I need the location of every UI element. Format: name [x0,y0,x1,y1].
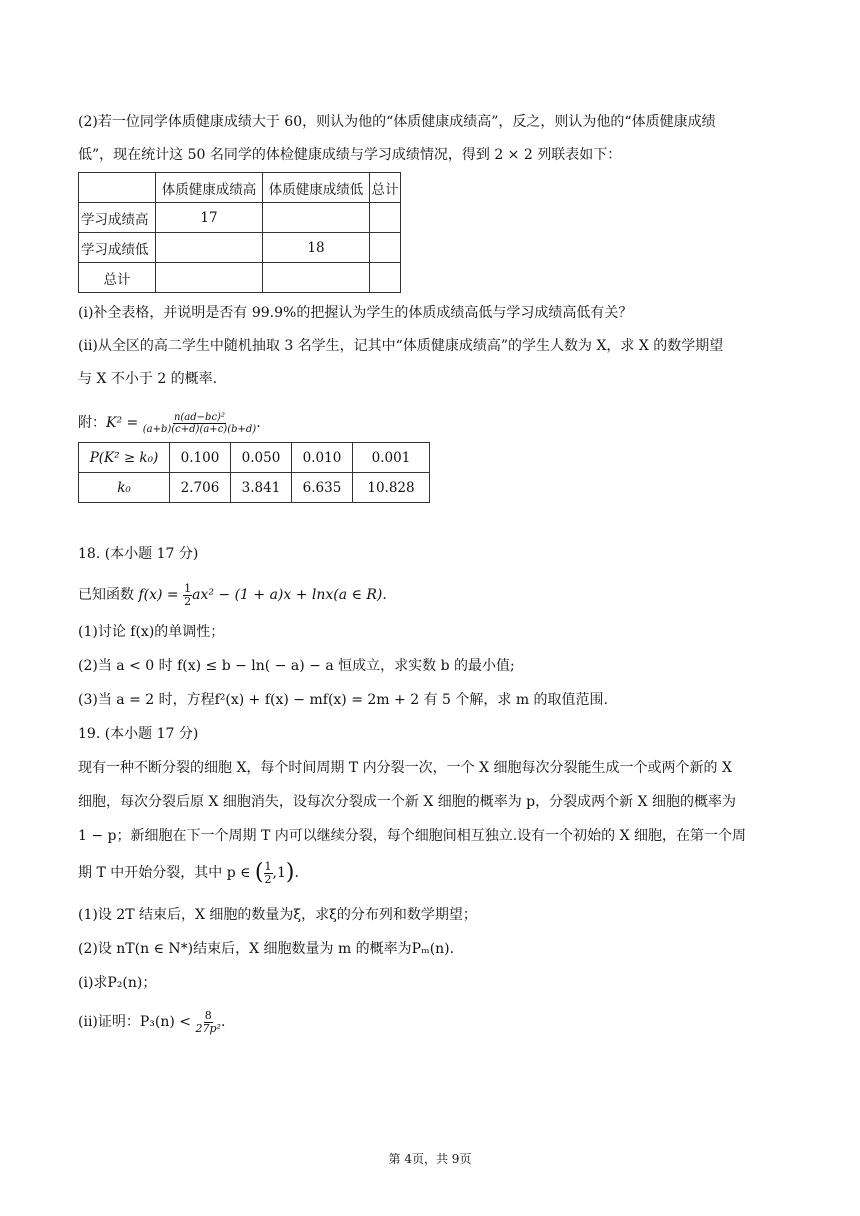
contingency-table [78,172,401,293]
table-cell [156,263,263,293]
q19-part-ii-a: (ii)证明：P₃(n) < [78,1014,192,1030]
q17-part2-line2 [78,145,778,165]
q18-stem-b: f(x) = [138,587,179,603]
page-footer: 第 4页，共 9页 [388,1152,472,1166]
q17-part2-line2-b: 列联表如下： [537,147,622,163]
table-cell: 10.828 [353,473,430,503]
table-row [79,203,401,233]
q19-line4: 期 T 中开始分裂，其中 p ∈ ( $\frac{1}{2}$ ,1). [78,859,299,886]
appendix-formula: 附：K² = $\frac{\text{n(ad−bc)²}}{(a+b)(c+d)(a+c)(b+d)}$ . [78,411,261,435]
q19-line1: 现有一种不断分裂的细胞 X，每个时间周期 T 内分裂一次，一个 X 细胞每次分裂能生成一个或两个新的 X [78,760,732,776]
q19-part2: (2)设 nT(n ∈ N*)结束后，X 细胞数量为 m 的概率为Pₘ(n). [78,941,455,957]
table-row-label: k₀ [79,473,170,503]
table-cell [370,263,401,293]
formula-lhs: K² = [106,415,139,431]
half-fraction: $\frac{1}{2}$ [264,859,272,886]
q17-sub-ii-line2: 与 X 不小于 2 的概率. [78,371,218,387]
q19-line2: 细胞，每次分裂后原 X 细胞消失，设每次分裂成一个新 X 细胞的概率为 p，分裂成两个新 X 细胞的概率为 [78,794,737,810]
table-cell [263,203,370,233]
formula-fraction [143,412,256,435]
q17-part2-line1: (2)若一位同学体质健康成绩大于 60，则认为他的“体质健康成绩高”，反之，则认为他的“体质健康成绩 [78,114,716,130]
table-row [79,263,401,293]
table-cell: 18 [263,233,370,263]
q19-part-ii: (ii)证明：P₃(n) < $\frac{8}{\text{27p²}}$ . [78,1008,226,1035]
table-cell: 2.706 [170,473,231,503]
q18-stem-a: 已知函数 [78,587,134,603]
q17-sub-ii-line1: (ⅱ)从全区的高二学生中随机抽取 3 名学生，记其中“体质健康成绩高”的学生人数为 X，求 X 的数学期望 [78,338,724,354]
table-cell: 0.010 [292,443,353,473]
table-cell: 3.841 [231,473,292,503]
table-row [79,443,430,473]
q18-part2: (2)当 a < 0 时 f(x) ≤ b − ln( − a) − a 恒成立，求实数 b 的最小值; [78,658,515,674]
q19-line4-a: 期 T 中开始分裂，其中 p ∈ [78,865,251,881]
q17-part2-line2-math: 2 × 2 [494,147,533,163]
table-cell: 总计 [79,263,156,293]
bound-fraction [196,1010,221,1035]
q19-part1: (1)设 2T 结束后，X 细胞的数量为ξ，求ξ的分布列和数学期望； [78,907,477,923]
table-header-cell: 体质健康成绩低 [263,173,370,203]
critical-value-table [78,442,430,503]
table-cell: 6.635 [292,473,353,503]
table-header-cell: 总计 [370,173,401,203]
q18-part3: (3)当 a = 2 时，方程f²(x) + f(x) − mf(x) = 2m + 2 有 5 个解，求 m 的取值范围. [78,692,609,708]
table-cell [370,203,401,233]
table-cell: 学习成绩高 [79,203,156,233]
table-header-cell: 体质健康成绩高 [156,173,263,203]
q18-stem-c: ax² − (1 + a)x + lnx(a ∈ R). [192,587,387,603]
table-row [79,473,430,503]
appendix-label: 附： [78,415,106,431]
q19-part-i: (i)求P₂(n)； [78,975,157,991]
table-cell [156,233,263,263]
formula-denominator: (a+b)(c+d)(a+c)(b+d) [142,423,257,435]
table-cell: 17 [156,203,263,233]
q17-part2-line2-a: 低”，现在统计这 50 名同学的体检健康成绩与学习成绩情况，得到 [78,147,490,163]
table-header-row [79,173,401,203]
table-cell: 学习成绩低 [79,233,156,263]
bound-denominator: 27p² [195,1021,221,1035]
q18-title: 18. (本小题 17 分) [78,546,199,562]
formula-numerator: n(ad−bc)² [173,411,225,423]
q19-title: 19. (本小题 17 分) [78,726,199,742]
q19-line3: 1 − p；新细胞在下一个周期 T 内可以继续分裂，每个细胞间相互独立.设有一个初始的 X 细胞，在第一个周 [78,828,747,844]
table-cell: 0.050 [231,443,292,473]
interval-end: 1 [276,865,286,881]
table-row [79,233,401,263]
q17-sub-i: (ⅰ)补全表格，并说明是否有 99.9%的把握认为学生的体质成绩高低与学习成绩高低有关？ [78,305,633,321]
table-cell [370,233,401,263]
bound-numerator: 8 [204,1008,212,1022]
table-header-cell [79,173,156,203]
half-fraction: $\frac{1}{2}$ [184,581,192,608]
q18-part1: (1)讨论 f(x)的单调性； [78,624,225,640]
q18-stem [78,580,778,610]
table-cell: 0.001 [353,443,430,473]
table-row-label: P(K² ≥ k₀) [79,443,170,473]
table-cell [263,263,370,293]
table-cell: 0.100 [170,443,231,473]
